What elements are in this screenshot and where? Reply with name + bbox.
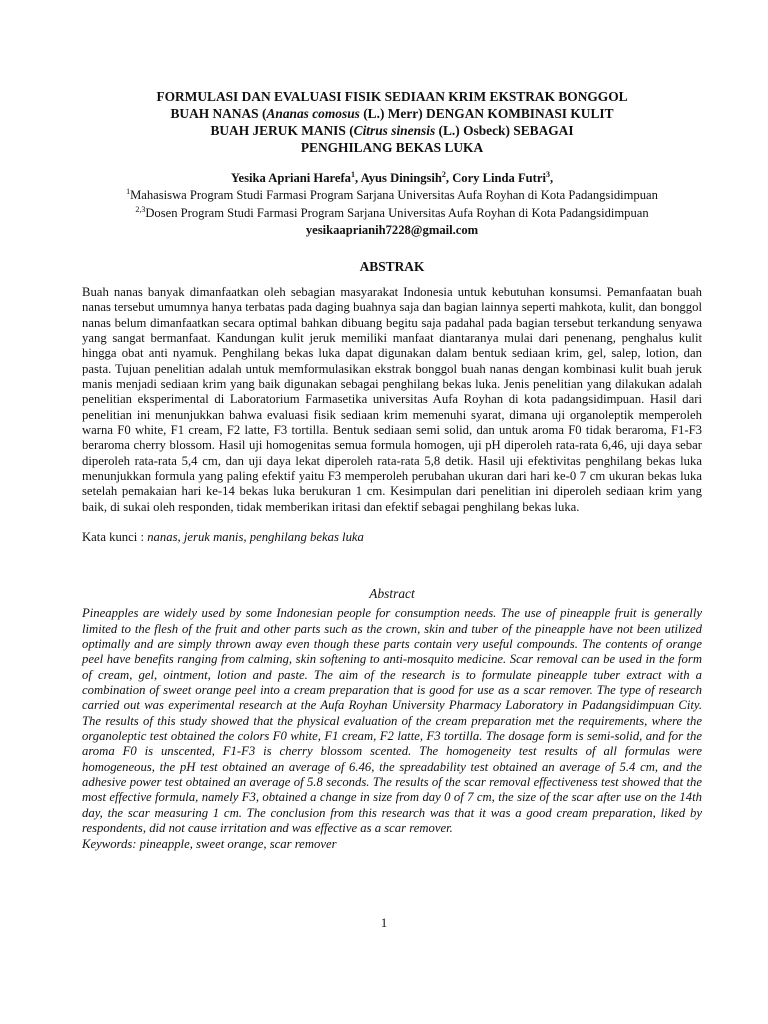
- abstrak-keywords: [82, 529, 702, 545]
- author-name: Cory Linda Futri: [452, 171, 546, 185]
- page-number: 1: [380, 916, 388, 930]
- abstrak-body: Buah nanas banyak dimanfaatkan oleh sebagian masyarakat Indonesia untuk kebutuhan konsumsi. Pemanfaatan buah nanas tersebut umumnya hanya terbatas pada daging buahnya saja dan bagian lainnya seperti mahkota, kulit, dan bonggol nanas belum dimanfaatkan secara optimal bahkan dibuang begitu saja padahal pada bagian tersebut terkandung senyawa yang sangat bermanfaat. Kandungan kulit jeruk memiliki manfaat diantaranya mulai dari penenang, penghalus kulit hingga obat anti nyamuk. Penghilang bekas luka dapat digunakan dalam bentuk sediaan krim, gel, salep, lotion, dan pasta. Tujuan penelitian adalah untuk memformulasikan ekstrak bonggol buah nanas dengan kombinasi kulit buah jeruk manis menjadi sediaan krim yang baik digunakan sebagai penghilang bekas luka. Jenis penelitian yang dilakukan adalah penelitian eksperimental di Laboratorium Farmasetika universitas Aufa Royhan di kota padangsidimpuan. Hasil dari penelitian ini menunjukkan bahwa evaluasi fisik sediaan krim memenuhi syarat, dimana uji organoleptik memperoleh warna F0 white, F1 cream, F2 latte, F3 tortilla. Bentuk sediaan semi solid, dan untuk aroma F0 tidak beraroma, F1-F3 beraroma cherry blossom. Hasil uji homogenitas semua formula homogen, uji pH diperoleh rata-rata 6,46, uji daya sebar diperoleh rata-rata 5,4 cm, dan uji daya lekat diperoleh rata-rata 5,8 detik. Hasil uji efektivitas penghilang bekas luka menunjukkan formula yang paling efektif yaitu F3 memperoleh perubahan ukuran dari hari ke-0 7 cm ukuran bekas luka setelah pemakaian hari ke-14 bekas luka berukuran 1 cm. Kesimpulan dari penelitian ini diperoleh sediaan krim yang baik, di sukai oleh responden, tidak memberikan iritasi dan efektif sebagai penghilang bekas luka.: [82, 285, 702, 514]
- title-line-2: BUAH NANAS (Ananas comosus (L.) Merr) DENGAN KOMBINASI KULIT: [170, 106, 614, 121]
- title-line-3: BUAH JERUK MANIS (Citrus sinensis (L.) Osbeck) SEBAGAI: [210, 123, 574, 138]
- affiliation-1: $^1$Mahasiswa Program Studi Farmasi Program Sarjana Universitas Aufa Royhan di Kota Padangsidimpuan: [126, 186, 658, 202]
- author-affil-mark: 1: [350, 169, 355, 179]
- author-affil-mark: 3: [545, 169, 550, 179]
- title-line-4: PENGHILANG BEKAS LUKA: [300, 140, 484, 155]
- title-line-1: FORMULASI DAN EVALUASI FISIK SEDIAAN KRIM EKSTRAK BONGGOL: [156, 89, 628, 104]
- author-name: Ayus Diningsih: [360, 171, 442, 185]
- author-email: yesikaaprianih7228@gmail.com: [305, 223, 479, 237]
- abstrak-heading: ABSTRAK: [359, 259, 425, 274]
- author-affil-mark: 2: [441, 169, 446, 179]
- keywords-label: Kata kunci :: [82, 530, 148, 545]
- author-name: Yesika Apriani Harefa: [230, 171, 351, 185]
- abstract-heading: Abstract: [369, 586, 415, 602]
- paper-page: [82, 88, 702, 852]
- author-list: Yesika Apriani Harefa$^1$, Ayus Diningsih$^2$, Cory Linda Futri$^3$,: [230, 169, 554, 185]
- affiliation-2: $^{2,3}$Dosen Program Studi Farmasi Program Sarjana Universitas Aufa Royhan di Kota Padangsidimpuan: [135, 204, 649, 220]
- keywords-text: nanas, jeruk manis, penghilang bekas luka: [147, 530, 364, 545]
- abstract-keywords: Keywords: pineapple, sweet orange, scar remover: [82, 837, 337, 852]
- abstract-body: Pineapples are widely used by some Indonesian people for consumption needs. The use of pineapple fruit is generally limited to the flesh of the fruit and other parts such as the crown, skin and tuber of the pineapple have not been utilized optimally and are simply thrown away even though these parts contain very useful compounds. The contents of orange peel have benefits ranging from calming, skin softening to anti-mosquito medicine. Scar removal can be used in the form of cream, gel, ointment, lotion and paste. The aim of the research is to formulate pineapple tuber extract with a combination of sweet orange peel into a cream preparation that is good for use as a scar remover. The type of research carried out was experimental research at the Aufa Royhan University Pharmacy Laboratory in Padangsidimpuan City. The results of this study showed that the physical evaluation of the cream preparation met the requirements, where the organoleptic test obtained the colors F0 white, F1 cream, F2 latte, F3 tortilla. The dosage form is semi-solid, and for the aroma F0 is unscented, F1-F3 is cherry blossom scented. The homogeneity test results of all formulas were homogeneous, the pH test obtained an average of 6.46, the spreadability test obtained an average of 5.4 cm, and the adhesive power test obtained an average of 5.8 seconds. The results of the scar removal effectiveness test showed that the most effective formula, namely F3, obtained a change in size from day 0 of 7 cm, the size of the scar after use on the 14th day, the scar measuring 1 cm. The conclusion from this research was that it was a good cream preparation, liked by respondents, did not cause irritation and was effective as a scar remover.: [82, 606, 702, 835]
- paper-title: [82, 88, 702, 156]
